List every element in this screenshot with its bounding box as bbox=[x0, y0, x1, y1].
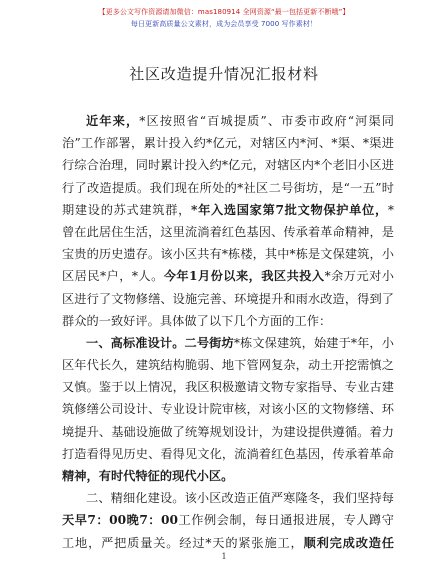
body-line: 区进行了文物修缮、设施完善、环境提升和雨水改造，得到了 bbox=[62, 291, 394, 306]
promo-banner-blue: 每日更新高质量公文素材，成为会员享受 7000 写作素材！ bbox=[130, 20, 318, 28]
promo-banner-red: 【更多公文写作资源请加微信：mas180914 全网资源“最一包括更新不断哦”】 bbox=[98, 8, 350, 16]
body-line: 治”工作部署，累计投入约*亿元，对辖区内*河、*渠、*渠进 bbox=[62, 136, 394, 151]
document-body bbox=[62, 110, 394, 554]
body-line: 工地，严把质量关。经过*天的紧张施工，顺利完成改造任 bbox=[62, 535, 395, 550]
body-line: 天早7：00晚7：00工作例会制，每日通报进展，专人蹲守 bbox=[62, 513, 394, 528]
body-line: 又慎。鉴于以上情况，我区积极邀请文物专家指导、专业古建 bbox=[62, 380, 394, 395]
body-line: 精神，有时代特征的现代小区。 bbox=[62, 469, 234, 483]
body-line: 筑修缮公司设计、专业设计院审核，对该小区的文物修缮、环 bbox=[62, 402, 394, 417]
body-line: 曾在此居住生活，这里流淌着红色基因、传承着革命精神，是 bbox=[62, 224, 394, 239]
body-line: 行了改造提质。我们现在所处的*社区二号街坊，是“一五”时 bbox=[62, 180, 394, 195]
body-line: 二、精细化建设。该小区改造正值严寒隆冬，我们坚持每 bbox=[86, 491, 394, 506]
body-line: 境提升、基础设施做了统筹规划设计，为建设提供遵循。着力 bbox=[62, 424, 394, 439]
body-line: 打造看得见历史、看得见文化，流淌着红色基因，传承着革命 bbox=[62, 446, 394, 461]
body-line: 宝贵的历史遗存。该小区共有*栋楼，其中*栋是文保建筑，小 bbox=[62, 247, 394, 262]
body-line: 区居民*户，*人。今年1月份以来，我区共投入*余万元对小 bbox=[62, 269, 394, 284]
body-line: 区年代长久，建筑结构脆弱、地下管网复杂，动土开挖需慎之 bbox=[62, 358, 394, 373]
body-line: 群众的一致好评。具体做了以下几个方面的工作： bbox=[62, 313, 332, 328]
body-line: 期建设的苏式建筑群，*年入选国家第7批文物保护单位，* bbox=[62, 202, 395, 217]
document-title: 社区改造提升情况汇报材料 bbox=[129, 65, 319, 83]
page-number: 1 bbox=[221, 552, 227, 561]
body-line: 一、高标准设计。二号街坊*栋文保建筑，始建于*年，小 bbox=[86, 335, 394, 350]
body-line: 行综合治理，同时累计投入约*亿元，对辖区内*个老旧小区进 bbox=[62, 158, 394, 173]
body-line: 近年来，*区按照省“百城提质”、市委市政府“河渠同 bbox=[86, 114, 394, 128]
